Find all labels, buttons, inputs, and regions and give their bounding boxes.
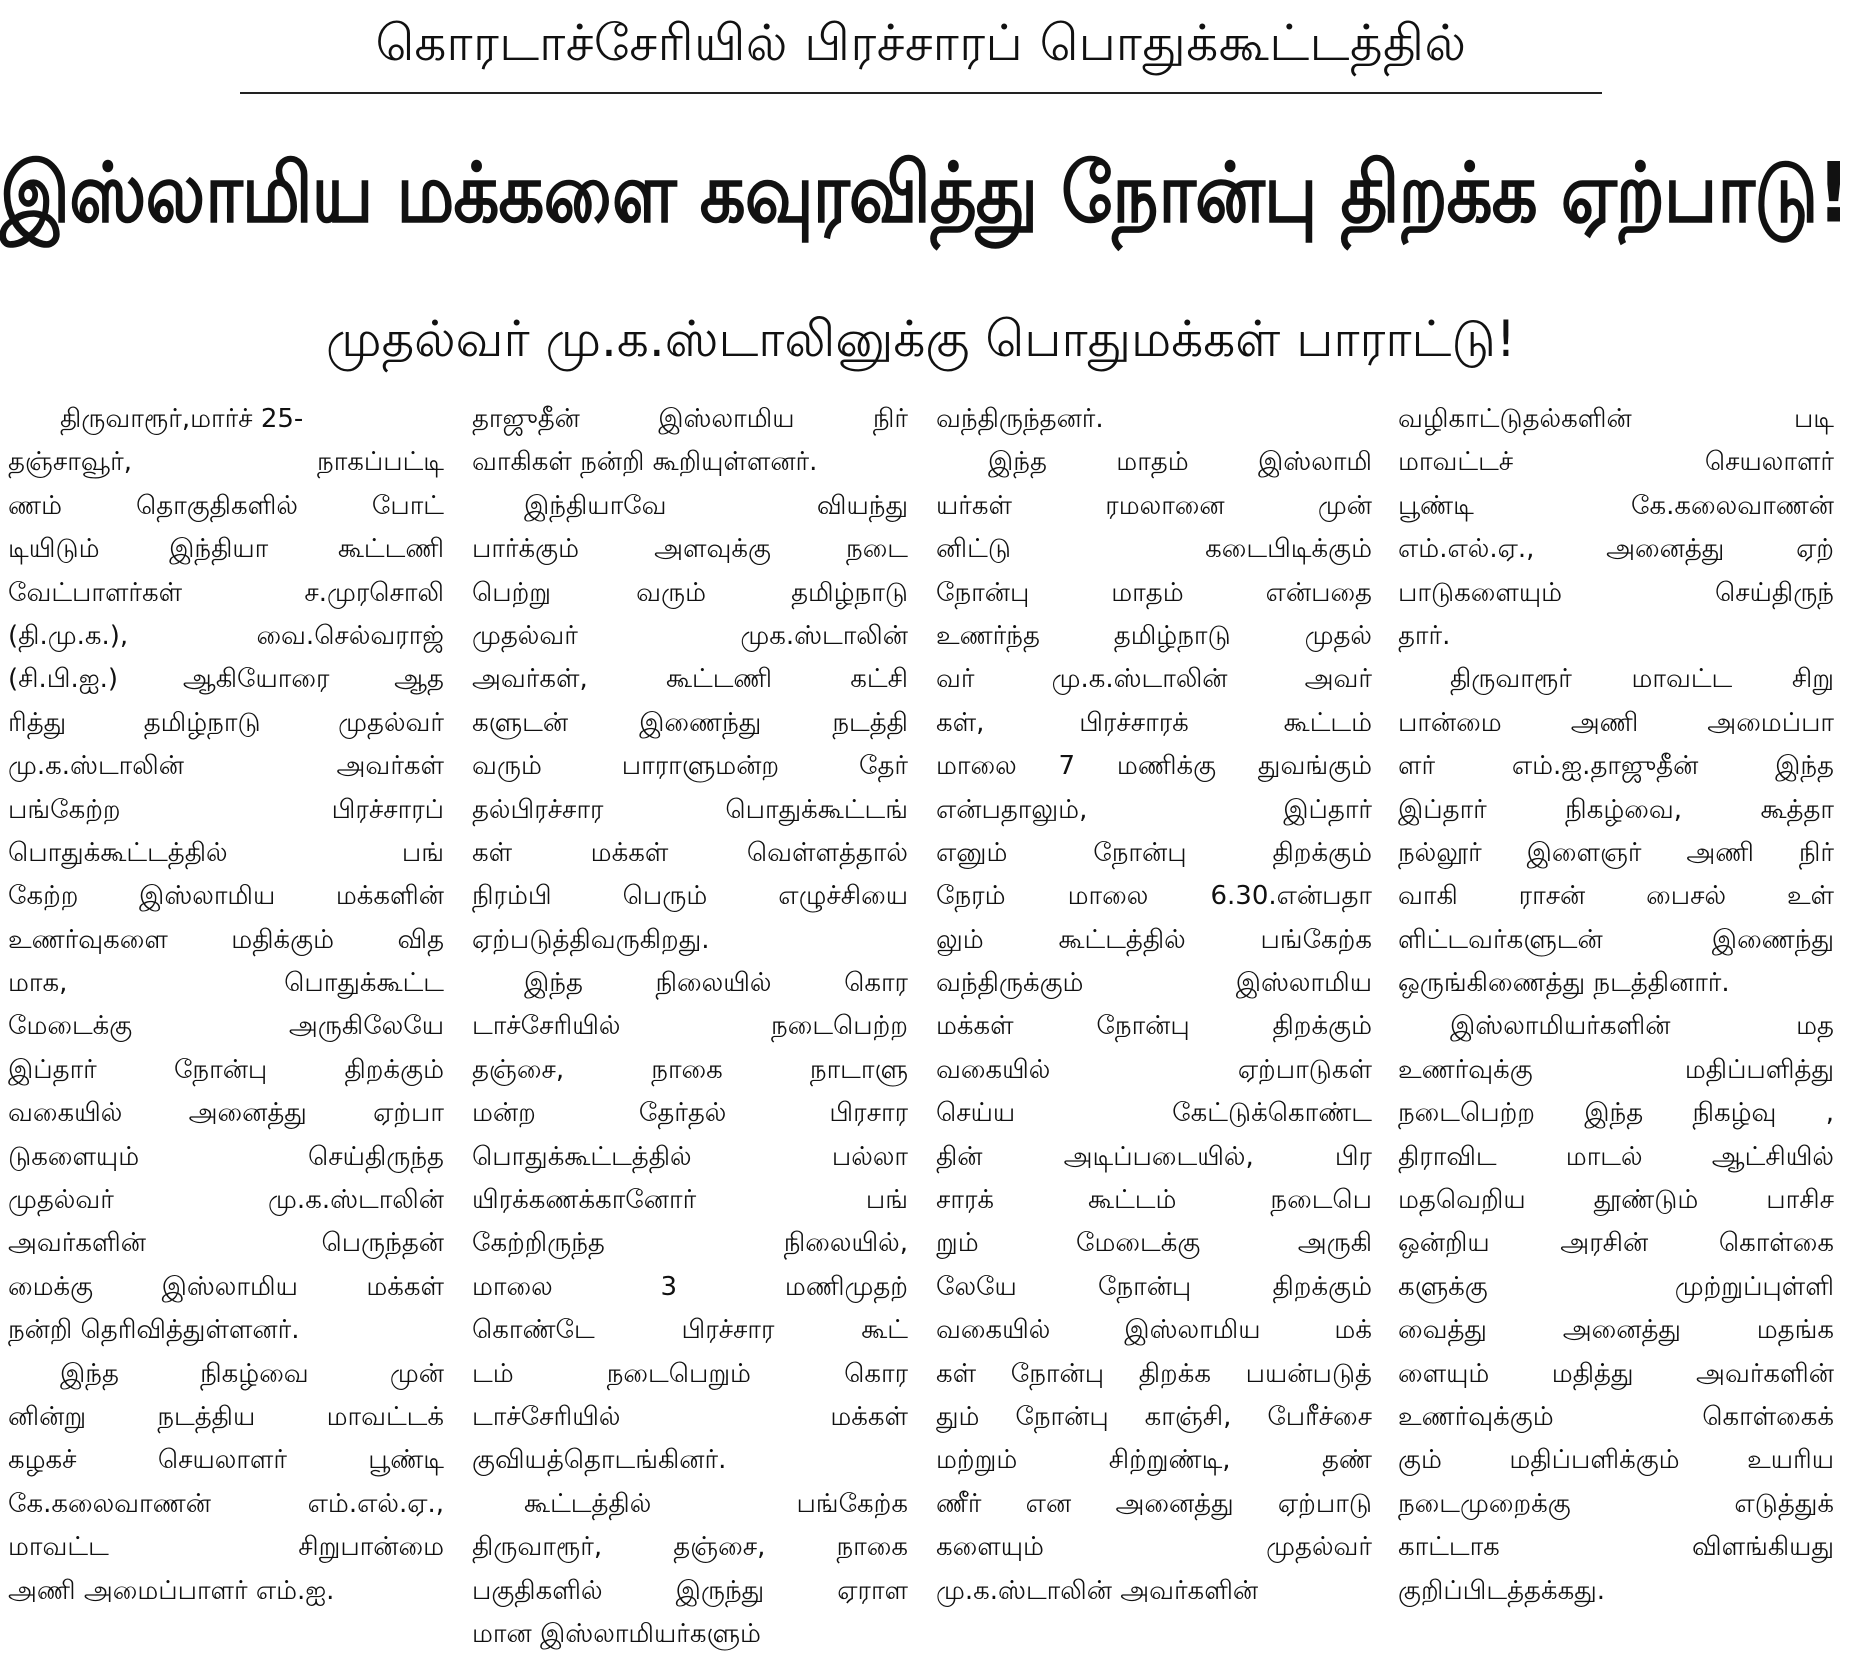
article-text-line: வந்திருக்கும் இஸ்லாமிய [936, 968, 1372, 999]
article-text-line: பான்மை அணி அமைப்பா [1398, 707, 1834, 738]
article-text-line: தும் நோன்பு காஞ்சி, பேரீச்சை [936, 1401, 1372, 1432]
article-text-line: வாகி ராசன் பைசல் உள் [1398, 881, 1834, 912]
article-text-line: எம்.எல்.ஏ., அனைத்து ஏற் [1398, 534, 1834, 565]
article-text-line: கள் நோன்பு திறக்க பயன்படுத் [936, 1358, 1372, 1389]
article-text-line: (தி.மு.க.), வை.செல்வராஜ் [8, 620, 444, 651]
article-text-line: தஞ்சை, நாகை நாடாளு [472, 1054, 908, 1085]
article-text-line: தஞ்சாவூர், நாகப்பட்டி [8, 447, 444, 478]
article-text-line: தார். [1398, 620, 1451, 651]
kicker-headline: கொரடாச்சேரியில் பிரச்சாரப் பொதுக்கூட்டத்தில் [375, 14, 1467, 72]
article-text-line: நோன்பு மாதம் என்பதை [936, 577, 1372, 608]
article-text-line: டுகளையும் செய்திருந்த [8, 1141, 444, 1172]
article-text-line: நடைமுறைக்கு எடுத்துக் [1398, 1488, 1834, 1519]
main-headline: இஸ்லாமிய மக்களை கவுரவித்து நோன்பு திறக்க ஏற்பாடு! [0, 144, 1849, 242]
article-text-line: பொதுக்கூட்டத்தில் பங் [8, 837, 444, 868]
article-text-line: இந்த நிலையில் கொர [524, 968, 908, 999]
article-text-line: எனும் நோன்பு திறக்கும் [936, 837, 1372, 868]
article-body [8, 398, 1834, 1649]
article-text-line: டியிடும் இந்தியா கூட்டணி [8, 534, 444, 565]
article-text-line: பாடுகளையும் செய்திருந் [1398, 577, 1834, 608]
article-text-line: கேற்றிருந்த நிலையில், [472, 1228, 908, 1259]
article-text-line: நன்றி தெரிவித்துள்ளனர். [8, 1315, 300, 1346]
article-text-line: நிரம்பி பெரும் எழுச்சியை [472, 881, 908, 912]
article-text-line: களுக்கு முற்றுப்புள்ளி [1398, 1271, 1834, 1302]
article-text-line: முதல்வர் முக.ஸ்டாலின் [472, 620, 908, 651]
article-text-line: உணர்வுக்கு மதிப்பளித்து [1398, 1054, 1834, 1085]
article-text-line: திராவிட மாடல் ஆட்சியில் [1398, 1141, 1834, 1172]
article-text-line: மு.க.ஸ்டாலின் அவர்கள் [8, 751, 444, 782]
article-text-line: வாகிகள் நன்றி கூறியுள்ளனர். [472, 447, 818, 478]
article-text-line: குவியத்தொடங்கினர். [472, 1445, 727, 1476]
article-text-line: மான இஸ்லாமியர்களும் [472, 1618, 761, 1649]
article-text-line: மக்கள் நோன்பு திறக்கும் [936, 1011, 1372, 1042]
article-text-line: நடைபெற்ற இந்த நிகழ்வு , [1398, 1098, 1834, 1129]
article-text-line: திருவாரூர் மாவட்ட சிறு [1450, 664, 1834, 695]
article-text-line: கொண்டே பிரச்சார கூட் [472, 1315, 908, 1346]
article-text-line: கழகச் செயலாளர் பூண்டி [8, 1445, 444, 1476]
article-text-line: வேட்பாளர்கள் ச.முரசொலி [8, 577, 444, 608]
article-text-line: மைக்கு இஸ்லாமிய மக்கள் [8, 1271, 444, 1302]
article-text-line: வர் மு.க.ஸ்டாலின் அவர் [936, 664, 1372, 695]
article-text-line: ளிட்டவர்களுடன் இணைந்து [1398, 924, 1834, 955]
article-text-line: யிரக்கணக்கானோர் பங் [472, 1185, 908, 1216]
article-text-line: வைத்து அனைத்து மதங்க [1398, 1315, 1834, 1346]
article-text-line: மாலை 7 மணிக்கு துவங்கும் [936, 751, 1372, 782]
article-text-line: லேயே நோன்பு திறக்கும் [936, 1271, 1372, 1302]
article-text-line: (சி.பி.ஐ.) ஆகியோரை ஆத [8, 664, 444, 695]
sub-headline: முதல்வர் மு.க.ஸ்டாலினுக்கு பொதுமக்கள் பாராட்டு! [326, 310, 1516, 368]
article-text-line: ளையும் மதித்து அவர்களின் [1398, 1358, 1834, 1389]
article-column-4 [1398, 398, 1834, 1604]
article-text-line: அவர்களின் பெருந்தன் [8, 1228, 444, 1259]
article-text-line: வகையில் ஏற்பாடுகள் [936, 1054, 1372, 1085]
article-text-line: டாச்சேரியில் மக்கள் [472, 1401, 908, 1432]
article-text-line: யர்கள் ரமலானை முன் [936, 490, 1372, 521]
article-text-line: கேற்ற இஸ்லாமிய மக்களின் [8, 881, 444, 912]
article-text-line: உணர்வுக்கும் கொள்கைக் [1398, 1401, 1834, 1432]
article-text-line: என்பதாலும், இப்தார் [936, 794, 1372, 825]
article-text-line: இஸ்லாமியர்களின் மத [1450, 1011, 1834, 1042]
article-text-line: ஒருங்கிணைத்து நடத்தினார். [1398, 968, 1730, 999]
article-text-line: மாலை 3 மணிமுதற் [472, 1271, 908, 1302]
article-text-line: பங்கேற்ற பிரச்சாரப் [8, 794, 444, 825]
article-text-line: னின்று நடத்திய மாவட்டக் [8, 1401, 444, 1432]
article-text-line: காட்டாக விளங்கியது [1398, 1532, 1834, 1563]
kicker-divider [240, 92, 1602, 94]
article-text-line: இந்தியாவே வியந்து [524, 490, 908, 521]
article-text-line: ரித்து தமிழ்நாடு முதல்வர் [8, 707, 444, 738]
article-text-line: ணம் தொகுதிகளில் போட் [8, 490, 444, 521]
article-text-line: மு.க.ஸ்டாலின் அவர்களின் [936, 1575, 1259, 1606]
article-column-3 [936, 398, 1372, 1604]
article-text-line: களையும் முதல்வர் [936, 1532, 1372, 1563]
article-text-line: பெற்று வரும் தமிழ்நாடு [472, 577, 908, 608]
article-text-line: தின் அடிப்படையில், பிர [936, 1141, 1372, 1172]
article-text-line: கள் மக்கள் வெள்ளத்தால் [472, 837, 908, 868]
article-text-line: மாவட்ட சிறுபான்மை [8, 1532, 444, 1563]
article-text-line: கே.கலைவாணன் எம்.எல்.ஏ., [8, 1488, 444, 1519]
article-text-line: களுடன் இணைந்து நடத்தி [472, 707, 908, 738]
article-text-line: சாரக் கூட்டம் நடைபெ [936, 1185, 1372, 1216]
article-text-line: டம் நடைபெறும் கொர [472, 1358, 908, 1389]
article-text-line: வரும் பாராளுமன்ற தேர் [472, 751, 908, 782]
article-text-line: வகையில் அனைத்து ஏற்பா [8, 1098, 444, 1129]
article-text-line: ணீர் என அனைத்து ஏற்பாடு [936, 1488, 1372, 1519]
article-text-line: அவர்கள், கூட்டணி கட்சி [472, 664, 908, 695]
article-text-line: வந்திருந்தனர். [936, 404, 1104, 434]
article-text-line: றும் மேடைக்கு அருகி [936, 1228, 1372, 1259]
article-text-line: இப்தார் நிகழ்வை, கூத்தா [1398, 794, 1834, 825]
article-text-line: மதவெறிய தூண்டும் பாசிச [1398, 1185, 1834, 1216]
article-column-2 [472, 398, 908, 1649]
article-text-line: திருவாரூர்,மார்ச் 25- [60, 404, 304, 434]
article-text-line: மன்ற தேர்தல் பிரசார [472, 1098, 908, 1129]
article-text-line: மற்றும் சிற்றுண்டி, தண் [936, 1445, 1372, 1476]
article-text-line: கும் மதிப்பளிக்கும் உயரிய [1398, 1445, 1834, 1476]
article-text-line: முதல்வர் மு.க.ஸ்டாலின் [8, 1185, 444, 1216]
article-text-line: மேடைக்கு அருகிலேயே [8, 1011, 444, 1042]
article-text-line: நல்லூர் இளைஞர் அணி நிர் [1398, 837, 1834, 868]
article-text-line: உணர்வுகளை மதிக்கும் வித [8, 924, 444, 955]
article-text-line: பொதுக்கூட்டத்தில் பல்லா [472, 1141, 908, 1172]
article-column-1 [8, 398, 444, 1604]
article-text-line: நேரம் மாலை 6.30.என்பதா [936, 881, 1372, 912]
article-text-line: குறிப்பிடத்தக்கது. [1398, 1575, 1606, 1606]
article-text-line: திருவாரூர், தஞ்சை, நாகை [472, 1532, 908, 1563]
article-text-line: பார்க்கும் அளவுக்கு நடை [472, 534, 908, 565]
article-text-line: பூண்டி கே.கலைவாணன் [1398, 490, 1834, 521]
article-text-line: இப்தார் நோன்பு திறக்கும் [8, 1054, 444, 1085]
article-text-line: உணர்ந்த தமிழ்நாடு முதல் [936, 620, 1372, 651]
article-text-line: அணி அமைப்பாளர் எம்.ஐ. [8, 1575, 335, 1606]
article-text-line: ளர் எம்.ஐ.தாஜுதீன் இந்த [1398, 751, 1834, 782]
article-text-line: பகுதிகளில் இருந்து ஏராள [472, 1575, 908, 1606]
article-text-line: னிட்டு கடைபிடிக்கும் [936, 534, 1372, 565]
article-text-line: வகையில் இஸ்லாமிய மக் [936, 1315, 1372, 1346]
article-text-line: மாவட்டச் செயலாளர் [1398, 447, 1834, 478]
article-text-line: கூட்டத்தில் பங்கேற்க [524, 1488, 908, 1519]
article-text-line: தாஜுதீன் இஸ்லாமிய நிர் [472, 404, 908, 434]
article-text-line: இந்த மாதம் இஸ்லாமி [988, 447, 1372, 478]
article-text-line: மாக, பொதுக்கூட்ட [8, 968, 444, 999]
article-text-line: இந்த நிகழ்வை முன் [60, 1358, 444, 1389]
article-text-line: லும் கூட்டத்தில் பங்கேற்க [936, 924, 1372, 955]
article-text-line: ஏற்படுத்திவருகிறது. [472, 924, 710, 955]
article-text-line: செய்ய கேட்டுக்கொண்ட [936, 1098, 1372, 1129]
article-text-line: தல்பிரச்சார பொதுக்கூட்டங் [472, 794, 908, 825]
article-text-line: வழிகாட்டுதல்களின் படி [1398, 404, 1834, 434]
article-text-line: கள், பிரச்சாரக் கூட்டம் [936, 707, 1372, 738]
article-text-line: ஒன்றிய அரசின் கொள்கை [1398, 1228, 1834, 1259]
article-text-line: டாச்சேரியில் நடைபெற்ற [472, 1011, 908, 1042]
